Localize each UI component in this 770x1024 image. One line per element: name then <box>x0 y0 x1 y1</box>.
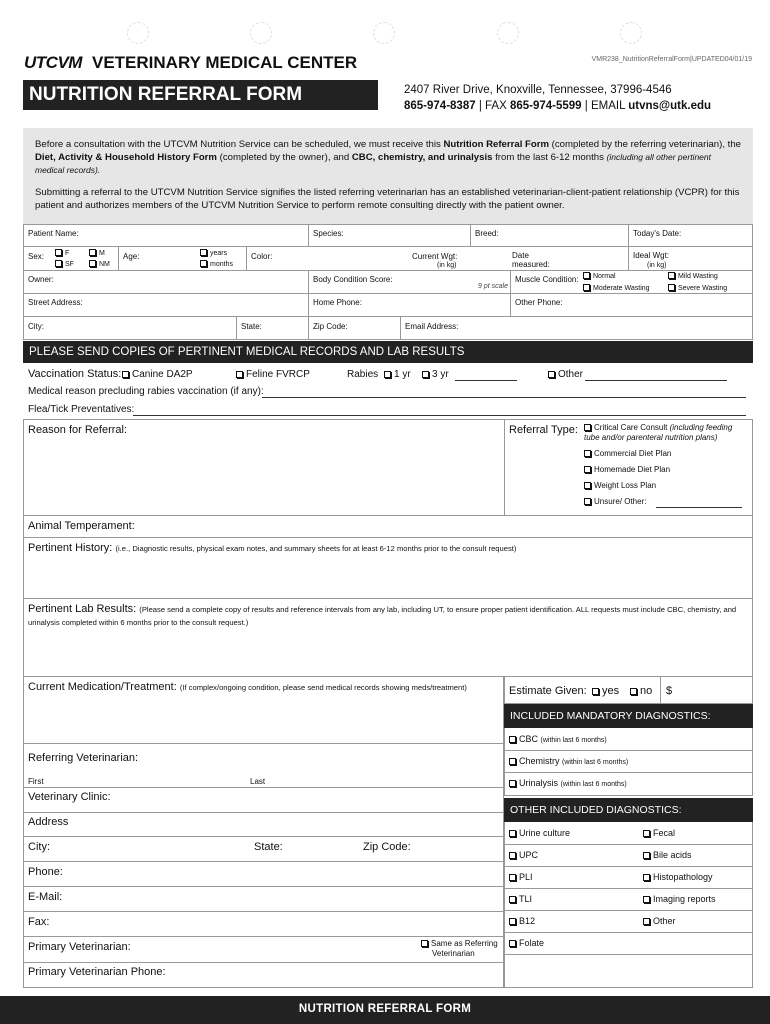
intro-text: Before a consultation with the UTCVM Nutrition Service can be scheduled, we must receive this <box>35 139 444 150</box>
diag-label: Imaging reports <box>653 894 716 904</box>
vet-phone-field[interactable]: Phone: <box>28 866 63 878</box>
diag-label: UPC <box>519 850 539 860</box>
diag-label: Chemistry <box>519 756 560 766</box>
email-label: EMAIL <box>590 100 626 112</box>
mandatory-cbc[interactable] <box>509 734 607 744</box>
medication-field[interactable] <box>28 681 467 693</box>
severe-wasting-label: Severe Wasting <box>678 285 728 292</box>
footer-banner: NUTRITION REFERRAL FORM <box>0 996 770 1024</box>
date-measured-field[interactable]: measured: <box>512 260 550 269</box>
lab-note: (Please send a complete copy of results and reference intervals from any lab, including UT, to ensure proper patient identification. ALL requests must include CBC, chemistry, and urinalysis completed within 6 months prior to the consult request.) <box>28 605 737 627</box>
intro-text: from the last 6-12 months <box>492 152 607 163</box>
home-phone-field[interactable]: Home Phone: <box>313 298 362 307</box>
date-measured-label: Date <box>512 251 529 260</box>
same-as-label: Same as Referring <box>431 939 498 948</box>
intro-text: (completed by the referring veterinarian), the <box>549 139 741 150</box>
vaccination-status-label: Vaccination Status: <box>28 368 122 380</box>
weight-loss-label: Weight Loss Plan <box>594 481 657 490</box>
rabies-label: Rabies <box>347 369 379 380</box>
clinic-field[interactable]: Veterinary Clinic: <box>28 791 111 803</box>
history-note: (i.e., Diagnostic results, physical exam notes, and summary sheets for at least 6-12 months prior to the consult request) <box>115 544 517 553</box>
flea-tick-label: Flea/Tick Preventatives: <box>28 404 135 415</box>
fax-label: FAX <box>485 100 507 112</box>
critical-care-note: (including feeding tube and/or parenteral nutrition plans) <box>584 423 733 442</box>
diag-urine-culture[interactable] <box>509 828 570 838</box>
three-yr-label: 3 yr <box>432 369 449 380</box>
critical-care-checkbox[interactable] <box>584 423 744 443</box>
diag-note: (within last 6 months) <box>562 759 629 766</box>
watermark-seal <box>250 22 272 44</box>
canine-label: Canine DA2P <box>132 369 193 380</box>
intro-text-bold: Nutrition Referral Form <box>443 139 550 150</box>
mandatory-chemistry[interactable] <box>509 756 628 766</box>
diag-label: Urine culture <box>519 828 571 838</box>
separator: | <box>584 100 591 112</box>
diag-b12[interactable] <box>509 916 535 926</box>
critical-care-label: Critical Care Consult <box>594 423 668 432</box>
owner-field[interactable]: Owner: <box>28 275 54 284</box>
muscle-normal-checkbox[interactable] <box>583 272 616 280</box>
diag-upc[interactable] <box>509 850 538 860</box>
last-name-field[interactable]: Last <box>250 777 266 786</box>
one-yr-label: 1 yr <box>394 369 411 380</box>
diag-label: CBC <box>519 734 539 744</box>
diag-label: Histopathology <box>653 872 713 882</box>
diag-label: Other <box>653 916 676 926</box>
diag-label: PLI <box>519 872 533 882</box>
other-vaccine-checkbox[interactable] <box>548 369 583 380</box>
rabies-1yr-checkbox[interactable] <box>384 369 411 380</box>
diag-note: (within last 6 months) <box>540 737 607 744</box>
breed-field[interactable]: Breed: <box>475 229 499 238</box>
lab-field[interactable] <box>28 603 743 629</box>
muscle-condition-label: Muscle Condition: <box>515 275 579 284</box>
mild-wasting-label: Mild Wasting <box>678 273 718 280</box>
color-field[interactable]: Color: <box>251 252 273 261</box>
form-code: VMR238_NutritionReferralForm|UPDATED04/01/19 <box>591 56 752 63</box>
other-phone-field[interactable]: Other Phone: <box>515 298 563 307</box>
email-field[interactable]: Email Address: <box>405 322 459 331</box>
muscle-moderate-checkbox[interactable] <box>583 284 650 292</box>
diag-pli[interactable] <box>509 872 533 882</box>
homemade-label: Homemade Diet Plan <box>594 465 671 474</box>
center-name: VETERINARY MEDICAL CENTER <box>92 53 358 72</box>
feline-fvrcp-checkbox[interactable] <box>236 369 310 380</box>
rabies-reason-label: Medical reason precluding rabies vaccination (if any): <box>28 386 264 397</box>
normal-label: Normal <box>593 273 616 280</box>
zip-field[interactable]: Zip Code: <box>313 322 348 331</box>
same-as-label-2: Veterinarian <box>432 949 475 958</box>
vet-city-field[interactable]: City: <box>28 841 50 853</box>
medication-label: Current Medication/Treatment: <box>28 681 177 693</box>
canine-da2p-checkbox[interactable] <box>122 369 193 380</box>
intro-paragraph-2: Submitting a referral to the UTCVM Nutrition Service signifies the listed referring veterinarian has an established veterinarian-client-patient relationship (VCPR) for this patient and authorizes members of the UTCVM Nutrition Service to perform remote consulting directly with the patient owner. <box>35 187 740 211</box>
current-weight-unit: (in kg) <box>437 262 457 269</box>
state-field[interactable]: State: <box>241 322 262 331</box>
brand-logo: UTCVM <box>24 53 82 72</box>
diag-folate[interactable] <box>509 938 544 948</box>
diag-note: (within last 6 months) <box>560 781 627 788</box>
city-field[interactable]: City: <box>28 322 44 331</box>
species-field[interactable]: Species: <box>313 229 344 238</box>
sex-nm-checkbox[interactable] <box>89 260 110 268</box>
muscle-severe-checkbox[interactable] <box>668 284 727 292</box>
email-address[interactable]: utvns@utk.edu <box>628 100 712 112</box>
watermark-seal <box>373 22 395 44</box>
same-as-referring-checkbox[interactable] <box>421 939 498 959</box>
ideal-weight-unit: (in kg) <box>647 262 667 269</box>
estimate-amount-field[interactable]: $ <box>666 685 673 697</box>
intro-text-bold: CBC, chemistry, and urinalysis <box>351 152 493 163</box>
patient-name-field[interactable]: Patient Name: <box>28 229 79 238</box>
diag-label: Fecal <box>653 828 676 838</box>
age-years-checkbox[interactable] <box>200 249 227 257</box>
intro-box <box>23 128 753 224</box>
estimate-no-checkbox[interactable] <box>630 685 652 697</box>
diag-label: Folate <box>519 938 545 948</box>
other-vaccine-label: Other <box>558 369 584 380</box>
unsure-other-checkbox[interactable] <box>584 497 646 506</box>
homemade-diet-checkbox[interactable] <box>584 465 670 474</box>
address-line: 2407 River Drive, Knoxville, Tennessee, 37996-4546 <box>404 84 672 96</box>
diag-histopathology[interactable] <box>643 872 713 882</box>
diag-label: Bile acids <box>653 850 692 860</box>
age-months-checkbox[interactable] <box>200 260 233 268</box>
intro-text: (completed by the owner), and <box>216 152 352 163</box>
vet-email-field[interactable]: E-Mail: <box>28 891 63 903</box>
mandatory-urinalysis[interactable] <box>509 778 627 788</box>
referral-type-label: Referral Type: <box>509 424 578 436</box>
moderate-wasting-label: Moderate Wasting <box>593 285 650 292</box>
diag-label: B12 <box>519 916 536 926</box>
primary-vet-phone-field[interactable]: Primary Veterinarian Phone: <box>28 966 166 978</box>
sex-sf-checkbox[interactable] <box>55 260 74 268</box>
street-address-field[interactable]: Street Address: <box>28 298 83 307</box>
sex-f-checkbox[interactable] <box>55 249 69 257</box>
muscle-mild-checkbox[interactable] <box>668 272 718 280</box>
phone-number: 865-974-8387 <box>404 100 476 112</box>
no-label: no <box>640 685 653 697</box>
yes-label: yes <box>602 685 620 697</box>
vet-state-field[interactable]: State: <box>254 841 283 853</box>
vet-zip-field[interactable]: Zip Code: <box>363 841 411 853</box>
estimate-label: Estimate Given: <box>509 685 587 697</box>
todays-date-field[interactable]: Today's Date: <box>633 229 682 238</box>
diag-other[interactable] <box>643 916 676 926</box>
sex-m-checkbox[interactable] <box>89 249 105 257</box>
records-banner: PLEASE SEND COPIES OF PERTINENT MEDICAL RECORDS AND LAB RESULTS <box>23 341 753 363</box>
sex-m-label: M <box>99 250 105 257</box>
unsure-label: Unsure/ Other: <box>594 497 647 506</box>
watermark-seal <box>127 22 149 44</box>
intro-text-italic: (including all other pertinent medical records). <box>35 152 711 175</box>
watermark-seal <box>497 22 519 44</box>
diag-fecal[interactable] <box>643 828 675 838</box>
other-diag-box <box>504 822 753 988</box>
months-label: months <box>210 261 233 268</box>
diag-label: TLI <box>519 894 533 904</box>
mandatory-heading: INCLUDED MANDATORY DIAGNOSTICS: <box>504 704 753 728</box>
commercial-label: Commercial Diet Plan <box>594 449 672 458</box>
temperament-field[interactable]: Animal Temperament: <box>28 520 135 532</box>
pt-scale-note: 9 pt scale <box>478 283 508 290</box>
primary-vet-field[interactable]: Primary Veterinarian: <box>28 941 131 953</box>
lab-label: Pertinent Lab Results: <box>28 603 137 615</box>
medication-note: (If complex/ongoing condition, please send medical records showing meds/treatment) <box>179 683 467 692</box>
form-title-banner: NUTRITION REFERRAL FORM <box>23 80 378 110</box>
age-field[interactable]: Age: <box>123 252 140 261</box>
vet-fax-field[interactable]: Fax: <box>28 916 50 928</box>
referring-vet-label: Referring Veterinarian: <box>28 752 139 764</box>
estimate-yes-checkbox[interactable] <box>592 685 619 697</box>
separator: | <box>478 100 486 112</box>
intro-paragraph-1 <box>35 138 741 177</box>
intro-text-bold: Diet, Activity & Household History Form <box>35 152 217 163</box>
body-condition-field[interactable]: Body Condition Score: <box>313 275 393 284</box>
reason-referral-field[interactable]: Reason for Referral: <box>28 424 128 436</box>
weight-loss-checkbox[interactable] <box>584 481 656 490</box>
sex-nm-label: NM <box>99 261 110 268</box>
sex-f-label: F <box>65 250 70 257</box>
rabies-3yr-checkbox[interactable] <box>422 369 449 380</box>
watermark-seal <box>620 22 642 44</box>
sex-sf-label: SF <box>65 261 74 268</box>
history-field[interactable] <box>28 542 516 554</box>
sex-label: Sex: <box>28 252 45 261</box>
diag-bile-acids[interactable] <box>643 850 692 860</box>
fax-number: 865-974-5599 <box>509 100 582 112</box>
history-label: Pertinent History: <box>28 542 113 554</box>
other-diag-heading: OTHER INCLUDED DIAGNOSTICS: <box>504 798 753 822</box>
current-weight-field[interactable]: Current Wgt: <box>412 252 458 261</box>
contact-line <box>404 100 711 112</box>
feline-label: Feline FVRCP <box>246 369 310 380</box>
diag-label: Urinalysis <box>519 778 559 788</box>
diag-tli[interactable] <box>509 894 532 904</box>
first-name-field[interactable]: First <box>28 777 44 786</box>
diag-imaging-reports[interactable] <box>643 894 716 904</box>
years-label: years <box>210 250 228 257</box>
vet-address-field[interactable]: Address <box>28 816 69 828</box>
commercial-diet-checkbox[interactable] <box>584 449 671 458</box>
ideal-weight-field[interactable]: Ideal Wgt: <box>633 251 670 260</box>
